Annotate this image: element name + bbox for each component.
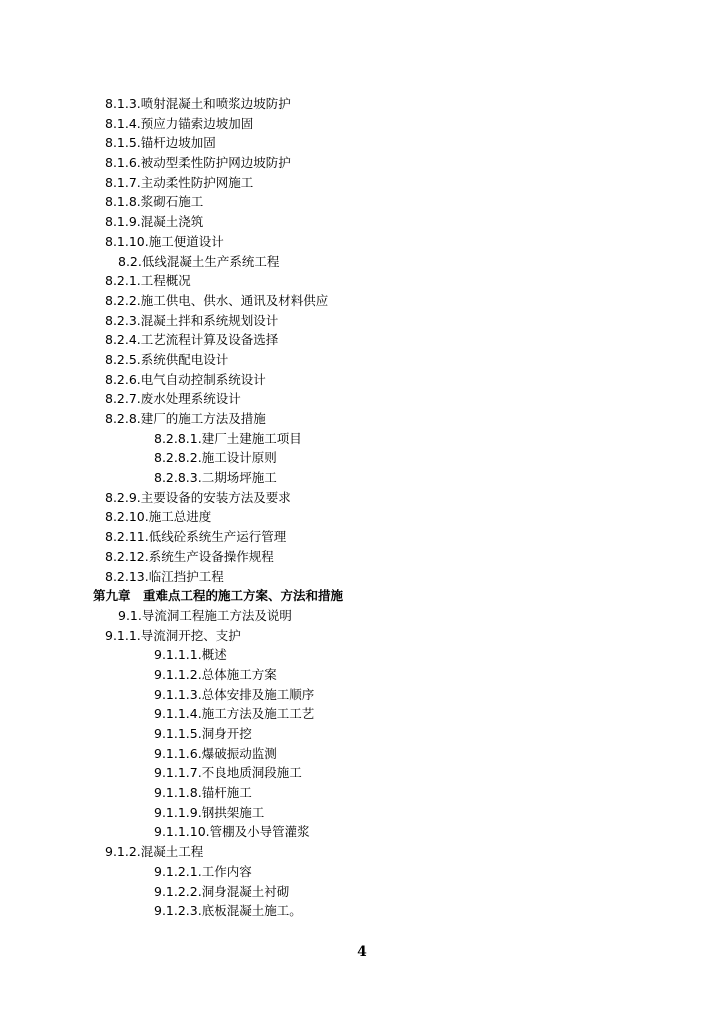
toc-entry: 9.1.1.5.洞身开挖	[154, 726, 252, 741]
toc-entry: 9.1.2.3.底板混凝土施工。	[154, 903, 302, 919]
toc-entry: 9.1.1.10.管棚及小导管灌浆	[154, 824, 310, 840]
toc-entry: 9.1.2.1.工作内容	[154, 863, 252, 879]
toc-entry: 9.1.1.8.锚杆施工	[154, 785, 252, 801]
toc-entry: 8.2.6.电气自动控制系统设计	[105, 371, 266, 387]
toc-entry: 9.1.1.1.概述	[154, 647, 227, 663]
toc-entry: 8.1.7.主动柔性防护网施工	[105, 174, 254, 190]
toc-entry: 9.1.1.导流洞开挖、支护	[105, 627, 241, 643]
toc-entry: 8.2.7.废水处理系统设计	[105, 391, 241, 407]
toc-entry: 8.2.9.主要设备的安装方法及要求	[105, 489, 291, 505]
toc-entry: 8.2.1.工程概况	[105, 273, 191, 289]
toc-entry: 9.1.1.6.爆破振动监测	[154, 745, 277, 761]
toc-entry: 8.1.3.喷射混凝土和喷浆边坡防护	[105, 96, 291, 111]
toc-entry: 8.1.10.施工便道设计	[105, 233, 224, 249]
toc-entry: 9.1.1.9.钢拱架施工	[154, 804, 265, 820]
toc-entry: 9.1.2.2.洞身混凝土衬砌	[154, 883, 290, 899]
toc-entry: 8.2.2.施工供电、供水、通讯及材料供应	[105, 292, 329, 308]
toc-entry: 9.1.1.4.施工方法及施工工艺	[154, 706, 315, 722]
toc-entry: 8.2.8.3.二期场坪施工	[154, 470, 277, 486]
toc-entry: 8.2.5.系统供配电设计	[105, 351, 229, 367]
toc-entry: 8.2.8.建厂的施工方法及措施	[105, 411, 266, 426]
toc-entry: 9.1.1.3.总体安排及施工顺序	[154, 686, 315, 702]
toc-entry: 8.2.8.1.建厂土建施工项目	[154, 430, 302, 446]
toc-entry: 8.1.5.锚杆边坡加固	[105, 135, 216, 151]
toc-entry: 8.1.4.预应力锚索边坡加固	[105, 115, 254, 131]
toc-entry: 8.2.12.系统生产设备操作规程	[105, 548, 274, 564]
toc-entry: 8.2.4.工艺流程计算及设备选择	[105, 332, 279, 348]
toc-entry: 9.1.1.2.总体施工方案	[154, 666, 277, 682]
toc-entry: 8.2.8.2.施工设计原则	[154, 450, 277, 466]
toc-entry: 8.1.6.被动型柔性防护网边坡防护	[105, 155, 291, 171]
toc-entry: 9.1.2.混凝土工程	[105, 844, 204, 860]
toc-entry: 8.1.8.浆砌石施工	[105, 194, 204, 210]
page-number: 4	[357, 944, 367, 960]
chapter-heading: 第九章 重难点工程的施工方案、方法和措施	[93, 588, 344, 604]
toc-entry: 8.2.10.施工总进度	[105, 509, 212, 525]
toc-entry: 8.1.9.混凝土浇筑	[105, 214, 204, 230]
toc-entry: 8.2.13.临江挡护工程	[105, 568, 224, 584]
toc-entry: 9.1.1.7.不良地质洞段施工	[154, 765, 302, 781]
toc-entry: 8.2.11.低线砼系统生产运行管理	[105, 529, 287, 545]
toc-entry: 9.1.导流洞工程施工方法及说明	[118, 607, 292, 623]
toc-entry: 8.2.3.混凝土拌和系统规划设计	[105, 312, 279, 328]
toc-entry: 8.2.低线混凝土生产系统工程	[118, 253, 280, 269]
table-of-contents	[0, 94, 724, 921]
